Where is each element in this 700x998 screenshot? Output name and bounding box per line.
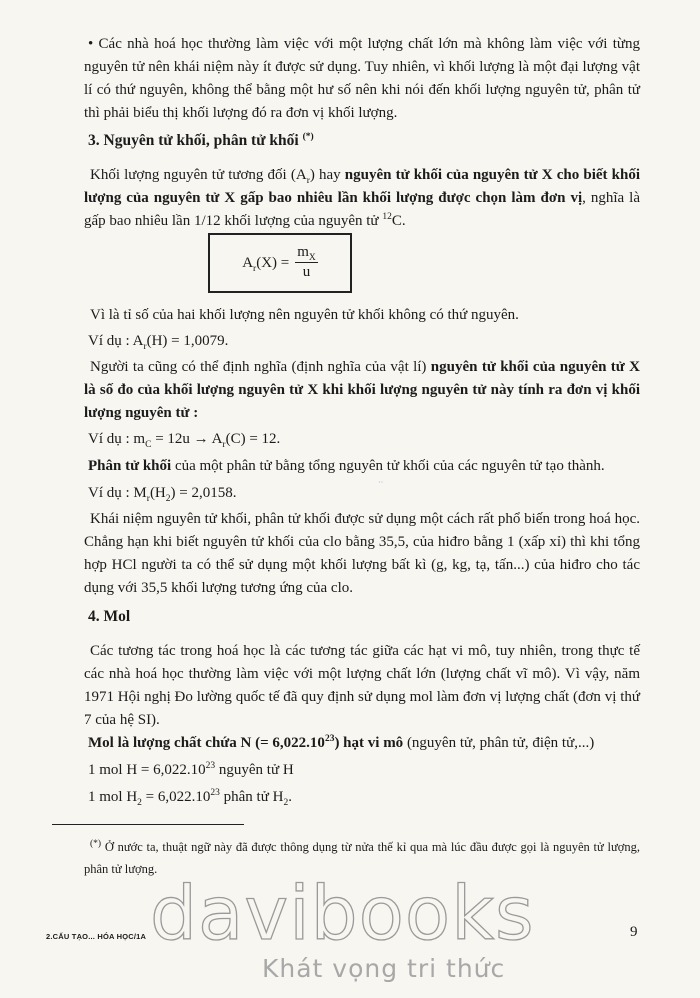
ex3-a: Ví dụ : M [88,485,147,501]
formula-m: m [297,244,309,260]
footer-signature: 2.CẤU TẠO... HÓA HỌC/1A [46,932,147,941]
ex2-c: (C) = 12. [225,431,281,447]
mol-h2-c: phân tử H [219,789,284,805]
mol-h2-a: 1 mol H [88,789,138,805]
formula-denominator: u [302,264,311,280]
footnote-mark: (*) [90,838,102,849]
ex1-rest: (H) = 1,0079. [146,333,229,349]
molecular-mass-bold: Phân tử khối [88,458,172,474]
mol-example-h [88,759,294,781]
mol-h2-sub: 2 [137,798,142,808]
phys-def-text: Người ta cũng có thể định nghĩa (định nghĩa của vật lí) [90,359,431,375]
mol-def-bold [88,735,403,751]
physics-definition [84,356,640,425]
phys-def-bold: nguyên tử khối của nguyên tử X là số đo của khối lượng nguyên tử X khi khối lượng nguyên tử này tính ra đơn vị khối lượng nguyên tử : [84,359,640,421]
ex2-a: Ví dụ : m [88,431,146,447]
example-3 [88,482,236,504]
ratio-note: Vì là tỉ số của hai khối lượng nên nguyên tử khối không có thứ nguyên. [90,307,519,323]
ex3-sub-2: 2 [165,494,171,504]
mol-def-bold-a: Mol là lượng chất chứa N (= 6,022.10 [88,735,325,751]
def-text-a: Khối lượng nguyên tử tương đối (A [90,167,307,183]
formula-numerator [295,244,318,263]
molecular-mass-rest: của một phân tử bằng tổng nguyên tử khối của các nguyên tử tạo thành. [171,458,605,474]
section-4-title: 4. Mol [88,608,131,625]
ex2-sub-c: C [145,440,152,450]
molecular-mass-definition [88,455,605,477]
mol-h2-sup: 23 [210,788,220,798]
mol-h2-b: = 6,022.10 [141,789,211,805]
def-text-b: ) hay [309,167,345,183]
mol-h-sup: 23 [205,761,216,771]
ex3-c: ) = 2,0158. [170,485,237,501]
formula-sub-r: r [253,263,257,274]
footnote-divider [52,824,244,825]
def-bold: nguyên tử khối của nguyên tử X cho biết khối lượng của nguyên tử X gấp bao nhiêu lần khối lượng được chọn làm đơn vị [84,167,641,206]
footnote-text: Ở nước ta, thuật ngữ này đã được thông dụng từ nửa thế kỉ qua mà lúc đầu được gọi là nguyên tử lượng, phân tử lượng. [84,840,640,876]
usage-paragraph: Khái niệm nguyên tử khối, phân tử khối được sử dụng một cách rất phổ biến trong hoá học. Chẳng hạn khi biết nguyên tử khối của clo bằng 35,5, của hiđro bằng 1 (xấp xỉ) thì khi tổng hợp HCl người ta có thể sử dụng một khối lượng bất kì (g, kg, tạ, tấn...) của hiđro cho tác dụng với 35,5 khối lượng tương ứng của clo. [84,511,640,596]
intro-paragraph: • Các nhà hoá học thường làm việc với một lượng chất lớn mà không làm việc với từng nguyên tử nên khái niệm này ít được sử dụng. Tuy nhiên, vì khối lượng là một đại lượng vật lí có thứ nguyên, không thể bằng một hư số nên khi nói đến khối lượng nguyên tử, phân tử thì phải biểu thị khối lượng đó ra đơn vị khối lượng. [84,36,640,121]
def-text-d: C. [391,213,406,229]
def-sub-r: r [306,176,310,186]
mol-def-sup: 23 [324,734,335,744]
formula-fraction [295,244,318,282]
mol-h-b: nguyên tử H [215,762,294,778]
ink-mark: ·· [378,478,384,487]
section-3-title-mark: (*) [302,131,314,142]
mol-h-a: 1 mol H = 6,022.10 [88,762,206,778]
watermark-brand: davibooks [150,871,535,957]
section-3-title-text: 3. Nguyên tử khối, phân tử khối [88,132,299,149]
formula-lhs-rest: (X) = [256,254,290,271]
ex3-b: (H [149,485,166,501]
ex1-label: Ví dụ : A [88,333,144,349]
mol-def-bold-b: ) hạt vi mô [334,735,404,751]
mol-intro-paragraph: Các tương tác trong hoá học là các tương tác giữa các hạt vi mô, tuy nhiên, trong thực tế các nhà hoá học thường làm việc với một lượng chất lớn (lượng chất vĩ mô). Vì vậy, năm 1971 Hội nghị Đo lường quốc tế đã quy định sử dụng mol làm đơn vị lượng chất (đơn vị thứ 7 của hệ SI). [84,643,640,728]
definition-paragraph [84,164,640,233]
mol-def-rest: (nguyên tử, phân tử, điện tử,...) [403,735,595,751]
ex1-sub: r [143,342,147,352]
example-2 [88,428,280,450]
formula-sub-x: X [308,253,316,263]
page-number: 9 [630,924,638,940]
ex2-b: = 12u → A [151,431,223,447]
section-3-title [88,130,314,152]
example-1 [88,330,228,352]
watermark-slogan: Khát vọng tri thức [262,954,506,983]
mol-definition [88,732,594,754]
mol-h2-d: . [288,789,292,805]
mol-h2-sub2: 2 [283,798,289,808]
formula-A: A [242,254,254,271]
def-sup-12: 12 [382,212,392,222]
def-text-c: , nghĩa là gấp bao nhiêu lần 1/12 khối lượng của nguyên tử [84,190,641,229]
ex3-sub-r: r [146,494,150,504]
formula-box [208,233,352,293]
ex2-sub-r: r [222,440,226,450]
mol-example-h2 [88,786,292,808]
formula-lhs [242,255,289,272]
